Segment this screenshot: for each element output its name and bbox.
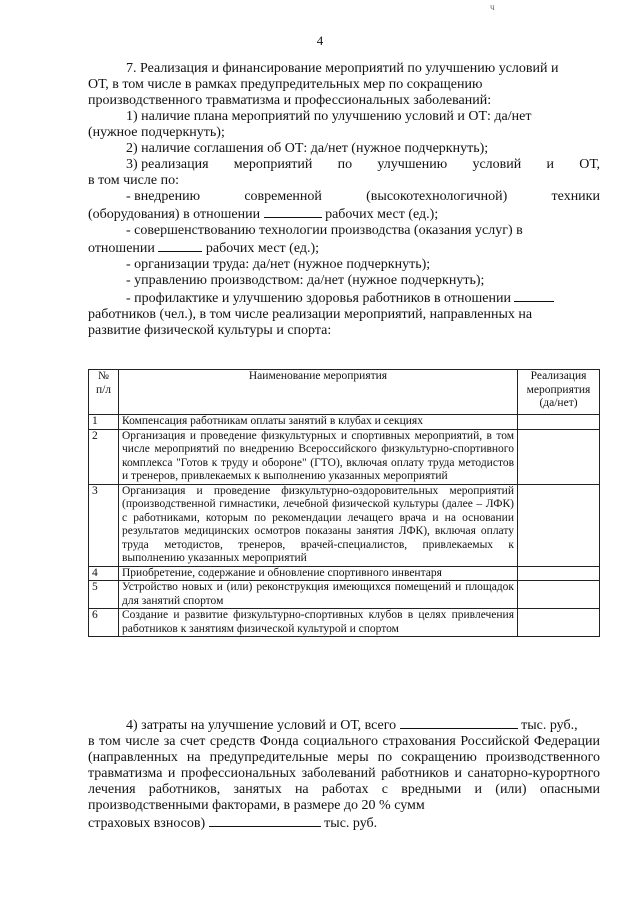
prevention-line3: развитие физической культуры и спорта: bbox=[88, 323, 332, 338]
intro-line1 bbox=[88, 189, 600, 205]
row-name: Организация и проведение физкультурных и спортивных мероприятий, в том числе мероприятий по внедрению Всероссийского физкультурно-спортивного комплекса "Готов к труду и обороне" (ГТО), включая оплату труда методистов и тренеров, привлекаемых к выполнению указанных мероприятий bbox=[119, 429, 518, 484]
item3-word: 3) реализация bbox=[126, 157, 209, 172]
row-name: Создание и развитие физкультурно-спортивных клубов в целях привлечения работников к занятиям физической культурой и спортом bbox=[119, 609, 518, 637]
costs-last-text: страховых взносов) bbox=[88, 816, 206, 831]
tech-line2 bbox=[88, 239, 600, 257]
page-number: 4 bbox=[316, 33, 324, 48]
row-result[interactable] bbox=[518, 429, 600, 484]
tech-workplaces-blank[interactable] bbox=[158, 239, 202, 252]
row-result[interactable] bbox=[518, 415, 600, 430]
intro-line2-tail: рабочих мест (ед.); bbox=[325, 207, 439, 222]
costs-line1-text: 4) затраты на улучшение условий и ОТ, всего bbox=[126, 718, 397, 733]
costs-section bbox=[88, 716, 600, 832]
prevention-line1-text: - профилактике и улучшению здоровья работников в отношении bbox=[126, 291, 511, 306]
table-row bbox=[89, 415, 600, 430]
col-header-num: № п/л bbox=[89, 370, 119, 415]
workplaces-blank[interactable] bbox=[264, 205, 322, 218]
costs-line1-unit: тыс. руб., bbox=[521, 718, 578, 733]
col-header-result: Реализация мероприятия (да/нет) bbox=[518, 370, 600, 415]
intro-word: - внедрению bbox=[126, 189, 201, 204]
intro-word: современной bbox=[244, 189, 322, 204]
production-mgmt: - управлению производством: да/нет (нужное подчеркнуть); bbox=[126, 273, 485, 288]
row-num: 3 bbox=[89, 484, 119, 566]
row-result[interactable] bbox=[518, 581, 600, 609]
measures-table bbox=[88, 369, 600, 637]
tech-line2-text: отношении bbox=[88, 241, 155, 256]
table-row bbox=[89, 484, 600, 566]
section-7 bbox=[88, 61, 600, 339]
item3-word: улучшению bbox=[377, 157, 448, 172]
row-name: Приобретение, содержание и обновление спортивного инвентаря bbox=[119, 566, 518, 581]
section-heading-line1: 7. Реализация и финансирование мероприятий по улучшению условий и bbox=[126, 61, 559, 76]
table-header-row bbox=[89, 370, 600, 415]
item3-line2: в том числе по: bbox=[88, 173, 179, 188]
tech-line2-tail: рабочих мест (ед.); bbox=[205, 241, 320, 256]
item1-line1: 1) наличие плана мероприятий по улучшению условий и ОТ: да/нет bbox=[126, 109, 532, 124]
intro-word: техники bbox=[551, 189, 600, 204]
row-num: 2 bbox=[89, 429, 119, 484]
item2: 2) наличие соглашения об ОТ: да/нет (нужное подчеркнуть); bbox=[126, 141, 489, 156]
item1-line2: (нужное подчеркнуть); bbox=[88, 125, 225, 140]
costs-text: в том числе за счет средств Фонда социального страхования Российской Федерации (направленных на предупредительные меры по сокращению производственного травматизма и профессиональных заболеваний работников и санаторно-курортного лечения работников, занятых на работах с вредными и (или) опасными производственными факторами, в размере до 20 % сумм bbox=[88, 734, 600, 813]
item3-word: и bbox=[546, 157, 554, 172]
costs-last-line bbox=[88, 814, 600, 832]
item3-word: мероприятий bbox=[233, 157, 313, 172]
section-heading-line2: ОТ, в том числе в рамках предупредительных мер по сокращению bbox=[88, 77, 483, 92]
row-result[interactable] bbox=[518, 484, 600, 566]
fss-costs-blank[interactable] bbox=[209, 814, 321, 827]
row-num: 4 bbox=[89, 566, 119, 581]
item3-line1 bbox=[88, 157, 600, 173]
table-row bbox=[89, 581, 600, 609]
prevention-line1 bbox=[88, 289, 600, 307]
page-corner-mark: ч bbox=[490, 2, 495, 12]
col-header-name: Наименование мероприятия bbox=[119, 370, 518, 415]
intro-line2-text: (оборудования) в отношении bbox=[88, 207, 261, 222]
table-row bbox=[89, 566, 600, 581]
costs-last-unit: тыс. руб. bbox=[324, 816, 378, 831]
row-name: Организация и проведение физкультурно-оздоровительных мероприятий (производственной гимнастики, лечебной физической культуры (далее – ЛФК) с работниками, которым по рекомендации лечащего врача и на основании результатов медицинских осмотров показаны занятия ЛФК), включая оплату труда методистов, тренеров, врачей-специалистов, привлекаемых к выполнению указанных мероприятий bbox=[119, 484, 518, 566]
item3-word: условий bbox=[472, 157, 522, 172]
row-result[interactable] bbox=[518, 609, 600, 637]
tech-line1: - совершенствованию технологии производства (оказания услуг) в bbox=[126, 223, 523, 238]
item3-word: по bbox=[337, 157, 353, 172]
intro-line2 bbox=[88, 205, 600, 223]
table-row bbox=[89, 429, 600, 484]
prevention-line2: работников (чел.), в том числе реализации мероприятий, направленных на bbox=[88, 307, 533, 322]
table-row bbox=[89, 609, 600, 637]
total-costs-blank[interactable] bbox=[400, 716, 518, 729]
intro-word: (высокотехнологичной) bbox=[366, 189, 508, 204]
employees-blank[interactable] bbox=[514, 289, 554, 302]
row-name: Устройство новых и (или) реконструкция имеющихся помещений и площадок для занятий спортом bbox=[119, 581, 518, 609]
item3-word: ОТ, bbox=[579, 157, 600, 172]
row-num: 1 bbox=[89, 415, 119, 430]
section-heading-line3: производственного травматизма и профессиональных заболеваний: bbox=[88, 93, 492, 108]
row-name: Компенсация работникам оплаты занятий в клубах и секциях bbox=[119, 415, 518, 430]
row-num: 6 bbox=[89, 609, 119, 637]
labor-org: - организации труда: да/нет (нужное подчеркнуть); bbox=[126, 257, 431, 272]
costs-line1 bbox=[88, 716, 600, 734]
row-result[interactable] bbox=[518, 566, 600, 581]
row-num: 5 bbox=[89, 581, 119, 609]
